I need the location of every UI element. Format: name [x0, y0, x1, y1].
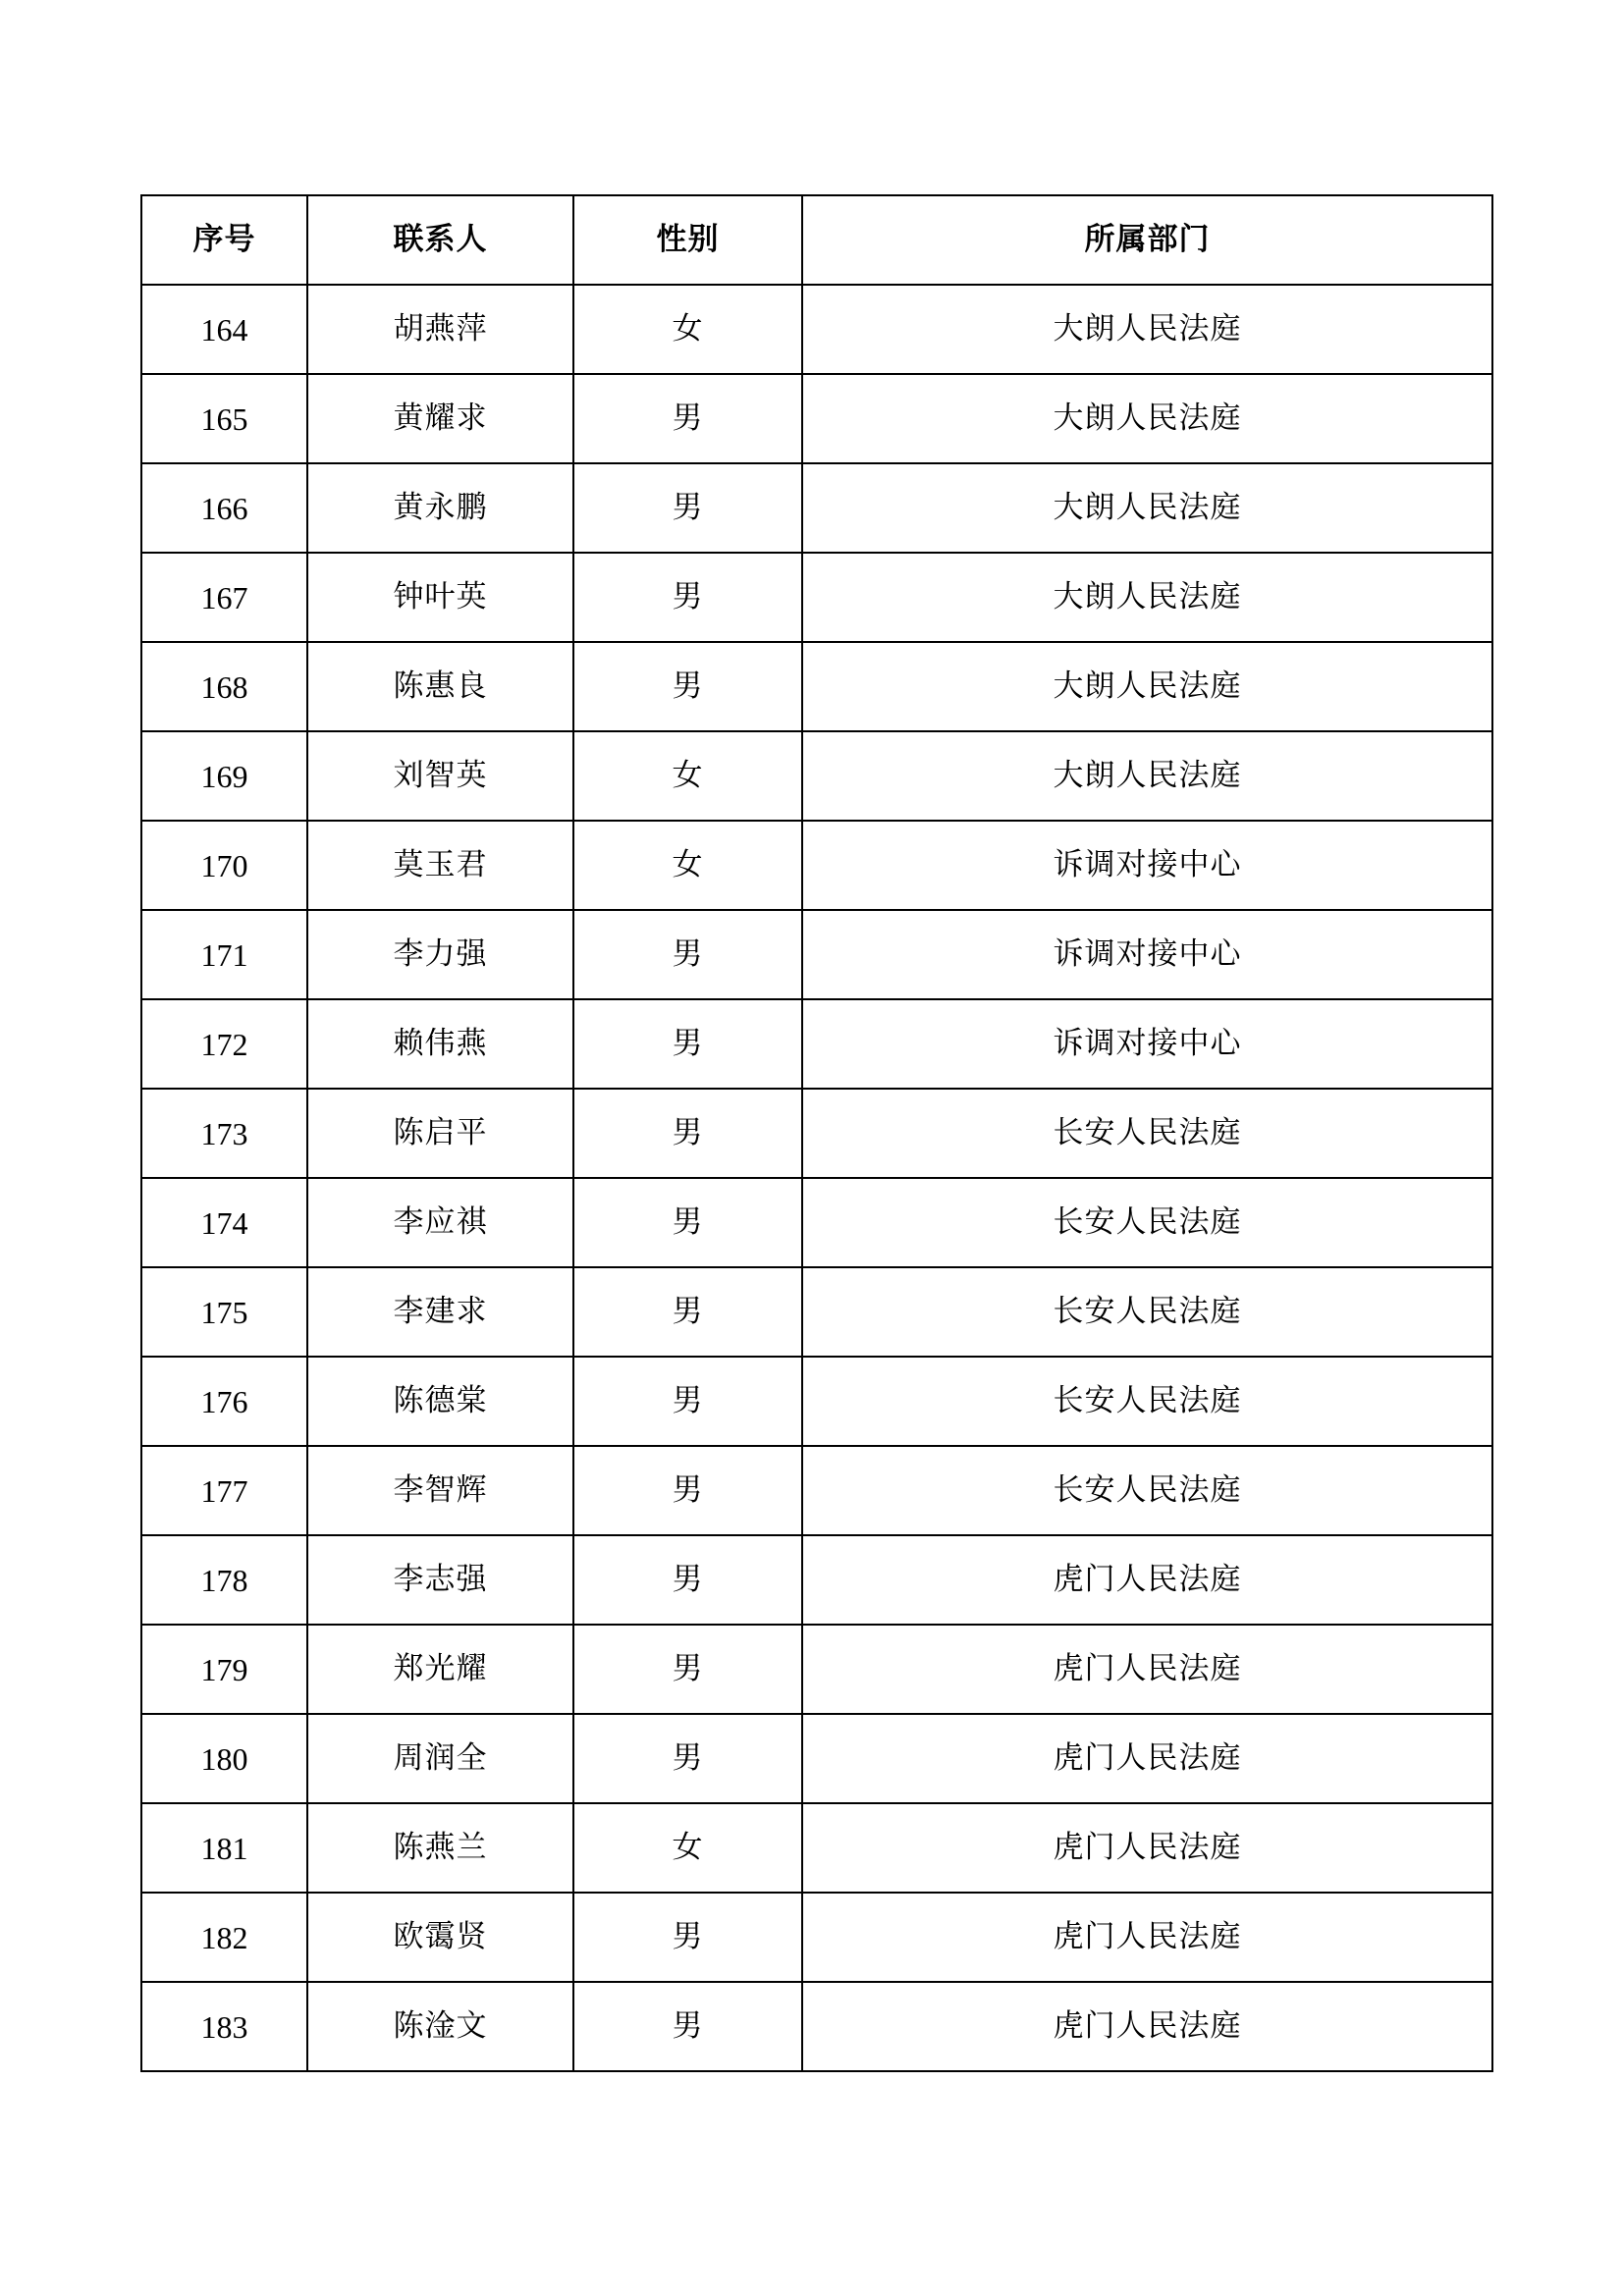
cell-seq: 176: [141, 1357, 307, 1446]
cell-dept: 虎门人民法庭: [802, 1803, 1492, 1893]
table-row: [141, 1625, 1492, 1714]
cell-gender: 男: [573, 1178, 802, 1267]
cell-gender: 男: [573, 1267, 802, 1357]
header-dept: 所属部门: [802, 195, 1492, 285]
cell-name: 黄耀求: [307, 374, 573, 463]
cell-gender: 男: [573, 1982, 802, 2071]
table-row: [141, 731, 1492, 821]
cell-seq: 182: [141, 1893, 307, 1982]
cell-name: 陈启平: [307, 1089, 573, 1178]
cell-seq: 174: [141, 1178, 307, 1267]
cell-name: 钟叶英: [307, 553, 573, 642]
cell-dept: 诉调对接中心: [802, 999, 1492, 1089]
cell-name: 周润全: [307, 1714, 573, 1803]
cell-gender: 男: [573, 999, 802, 1089]
cell-dept: 大朗人民法庭: [802, 553, 1492, 642]
cell-dept: 长安人民法庭: [802, 1178, 1492, 1267]
table-row: [141, 910, 1492, 999]
cell-dept: 大朗人民法庭: [802, 642, 1492, 731]
cell-dept: 大朗人民法庭: [802, 374, 1492, 463]
cell-dept: 大朗人民法庭: [802, 463, 1492, 553]
cell-gender: 男: [573, 374, 802, 463]
cell-name: 陈燕兰: [307, 1803, 573, 1893]
table-row: [141, 1446, 1492, 1535]
cell-gender: 男: [573, 1357, 802, 1446]
cell-seq: 170: [141, 821, 307, 910]
cell-gender: 女: [573, 731, 802, 821]
cell-name: 胡燕萍: [307, 285, 573, 374]
cell-seq: 180: [141, 1714, 307, 1803]
cell-name: 黄永鹏: [307, 463, 573, 553]
cell-seq: 173: [141, 1089, 307, 1178]
cell-seq: 175: [141, 1267, 307, 1357]
table-row: [141, 1803, 1492, 1893]
cell-seq: 178: [141, 1535, 307, 1625]
table-row: [141, 1357, 1492, 1446]
cell-name: 李建求: [307, 1267, 573, 1357]
contact-table: [140, 194, 1493, 2072]
cell-seq: 181: [141, 1803, 307, 1893]
cell-seq: 172: [141, 999, 307, 1089]
cell-gender: 女: [573, 1803, 802, 1893]
table-row: [141, 463, 1492, 553]
cell-seq: 164: [141, 285, 307, 374]
cell-name: 李志强: [307, 1535, 573, 1625]
cell-gender: 男: [573, 1089, 802, 1178]
cell-name: 陈德棠: [307, 1357, 573, 1446]
cell-name: 李智辉: [307, 1446, 573, 1535]
table-row: [141, 821, 1492, 910]
cell-name: 李应祺: [307, 1178, 573, 1267]
table-row: [141, 999, 1492, 1089]
cell-dept: 长安人民法庭: [802, 1446, 1492, 1535]
cell-gender: 男: [573, 463, 802, 553]
table-header: [141, 195, 1492, 285]
cell-name: 陈淦文: [307, 1982, 573, 2071]
table-row: [141, 1982, 1492, 2071]
cell-seq: 165: [141, 374, 307, 463]
table-row: [141, 1178, 1492, 1267]
header-gender: 性别: [573, 195, 802, 285]
cell-gender: 男: [573, 553, 802, 642]
cell-seq: 166: [141, 463, 307, 553]
header-row: [141, 195, 1492, 285]
cell-gender: 女: [573, 285, 802, 374]
cell-seq: 168: [141, 642, 307, 731]
cell-seq: 177: [141, 1446, 307, 1535]
cell-gender: 女: [573, 821, 802, 910]
table-row: [141, 374, 1492, 463]
table-row: [141, 285, 1492, 374]
cell-dept: 诉调对接中心: [802, 910, 1492, 999]
cell-seq: 183: [141, 1982, 307, 2071]
cell-dept: 诉调对接中心: [802, 821, 1492, 910]
cell-gender: 男: [573, 1535, 802, 1625]
cell-name: 郑光耀: [307, 1625, 573, 1714]
cell-dept: 虎门人民法庭: [802, 1535, 1492, 1625]
cell-gender: 男: [573, 1625, 802, 1714]
cell-gender: 男: [573, 1893, 802, 1982]
cell-dept: 长安人民法庭: [802, 1089, 1492, 1178]
table-row: [141, 1714, 1492, 1803]
table-row: [141, 553, 1492, 642]
table-row: [141, 1267, 1492, 1357]
cell-dept: 长安人民法庭: [802, 1357, 1492, 1446]
table-row: [141, 1893, 1492, 1982]
cell-seq: 169: [141, 731, 307, 821]
table-row: [141, 1089, 1492, 1178]
table-row: [141, 1535, 1492, 1625]
cell-dept: 虎门人民法庭: [802, 1714, 1492, 1803]
cell-gender: 男: [573, 1446, 802, 1535]
cell-seq: 179: [141, 1625, 307, 1714]
header-name: 联系人: [307, 195, 573, 285]
header-seq: 序号: [141, 195, 307, 285]
cell-dept: 虎门人民法庭: [802, 1982, 1492, 2071]
cell-name: 陈惠良: [307, 642, 573, 731]
cell-name: 刘智英: [307, 731, 573, 821]
cell-dept: 大朗人民法庭: [802, 285, 1492, 374]
cell-dept: 长安人民法庭: [802, 1267, 1492, 1357]
table-body: [141, 285, 1492, 2071]
cell-name: 莫玉君: [307, 821, 573, 910]
cell-gender: 男: [573, 642, 802, 731]
cell-gender: 男: [573, 1714, 802, 1803]
cell-dept: 虎门人民法庭: [802, 1625, 1492, 1714]
cell-dept: 大朗人民法庭: [802, 731, 1492, 821]
cell-seq: 167: [141, 553, 307, 642]
cell-dept: 虎门人民法庭: [802, 1893, 1492, 1982]
cell-name: 李力强: [307, 910, 573, 999]
cell-gender: 男: [573, 910, 802, 999]
table-row: [141, 642, 1492, 731]
cell-seq: 171: [141, 910, 307, 999]
cell-name: 赖伟燕: [307, 999, 573, 1089]
cell-name: 欧霭贤: [307, 1893, 573, 1982]
